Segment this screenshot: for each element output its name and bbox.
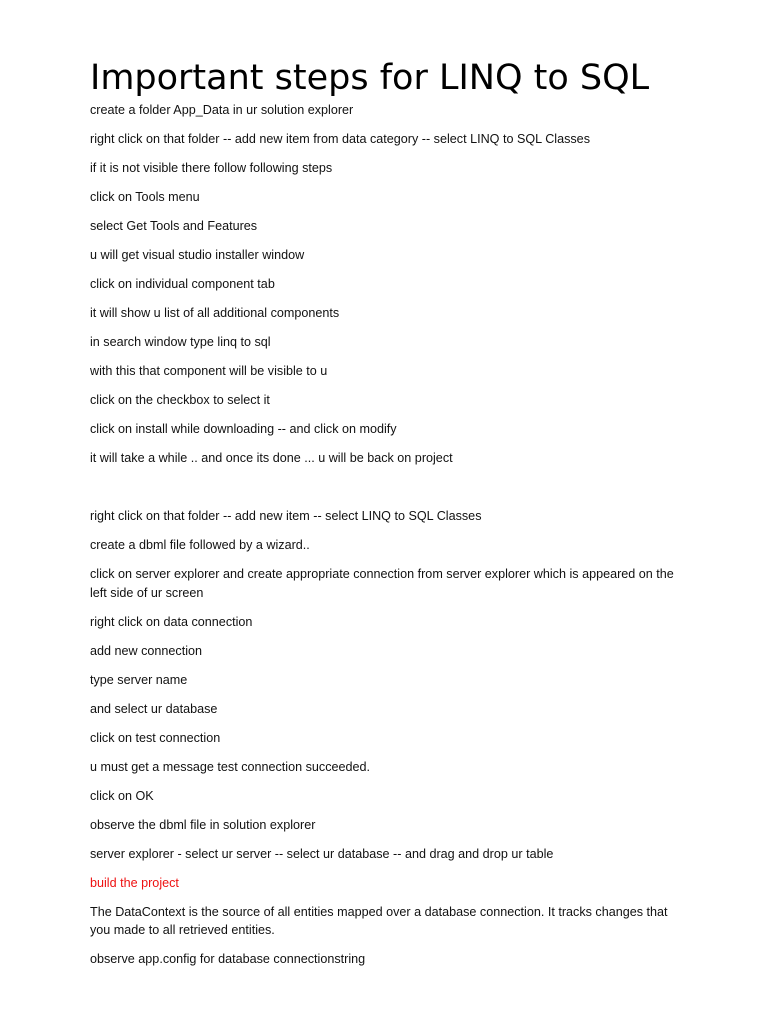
- step-line: click on the checkbox to select it: [90, 393, 270, 407]
- steps-section-1: [90, 101, 690, 467]
- step-line: click on individual component tab: [90, 277, 275, 291]
- step-line: click on server explorer and create appropriate connection from server explorer which is appeared on the left side of ur screen: [90, 567, 674, 600]
- step-line: create a dbml file followed by a wizard..: [90, 538, 310, 552]
- step-line: u must get a message test connection succeeded.: [90, 759, 371, 774]
- step-line: it will take a while .. and once its done ... u will be back on project: [90, 451, 453, 465]
- step-line: select Get Tools and Features: [90, 219, 258, 233]
- step-line: with this that component will be visible to u: [90, 364, 328, 378]
- step-line: click on install while downloading -- and click on modify: [90, 422, 397, 436]
- step-line: add new connection: [90, 643, 203, 658]
- step-line: right click on that folder -- add new item from data category -- select LINQ to SQL Classes: [90, 132, 590, 146]
- step-line: u will get visual studio installer window: [90, 248, 305, 262]
- step-line: in search window type linq to sql: [90, 335, 271, 349]
- steps-section-2: [90, 507, 690, 968]
- step-line: right click on that folder -- add new item -- select LINQ to SQL Classes: [90, 509, 482, 523]
- step-line: server explorer - select ur server -- select ur database -- and drag and drop ur table: [90, 846, 554, 861]
- step-line: observe app.config for database connectionstring: [90, 952, 366, 966]
- step-line: it will show u list of all additional components: [90, 306, 340, 320]
- step-line: create a folder App_Data in ur solution explorer: [90, 103, 354, 117]
- document-page: [90, 55, 690, 979]
- step-line: click on test connection: [90, 730, 221, 745]
- step-line: and select ur database: [90, 701, 218, 716]
- step-line: type server name: [90, 672, 188, 687]
- step-line: click on OK: [90, 788, 154, 803]
- step-line: if it is not visible there follow following steps: [90, 161, 333, 175]
- step-line: click on Tools menu: [90, 190, 200, 204]
- document-title: Important steps for LINQ to SQL: [90, 58, 650, 98]
- step-line: observe the dbml file in solution explorer: [90, 817, 316, 832]
- step-line: right click on data connection: [90, 614, 253, 629]
- blank-paragraph: [90, 478, 690, 507]
- highlighted-step-line: build the project: [90, 875, 179, 890]
- step-line: The DataContext is the source of all entities mapped over a database connection. It tracks changes that you made to all retrieved entities.: [90, 904, 668, 937]
